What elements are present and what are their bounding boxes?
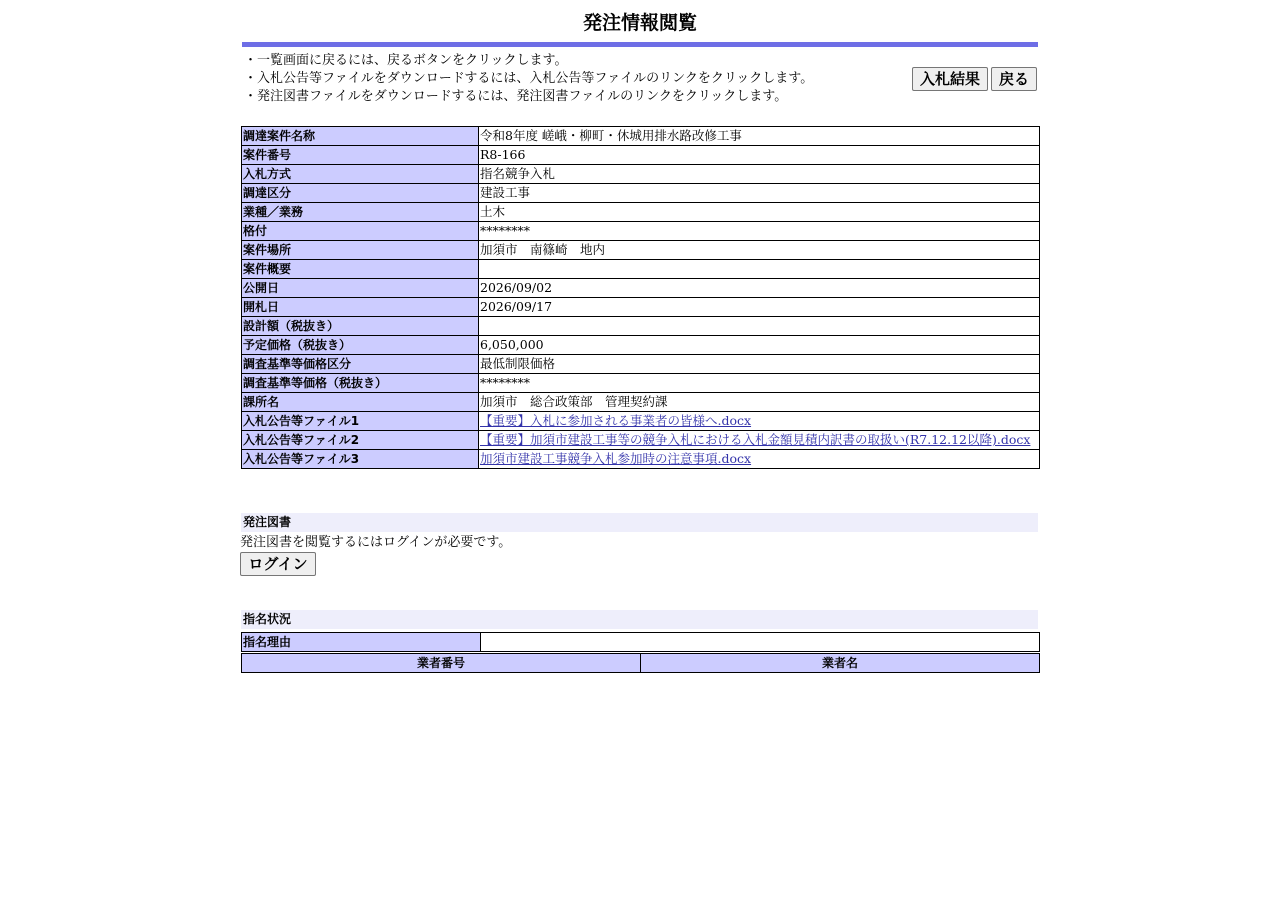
bid-results-button[interactable]: 入札結果	[912, 67, 988, 91]
detail-label: 案件概要	[242, 260, 479, 279]
detail-value: 建設工事	[479, 184, 1040, 203]
nomination-section-heading: 指名状況	[241, 610, 1038, 629]
table-row	[242, 633, 1040, 652]
table-row	[242, 317, 1040, 336]
table-row	[242, 260, 1040, 279]
detail-label: 入札方式	[242, 165, 479, 184]
instructions	[244, 52, 813, 106]
table-row	[242, 393, 1040, 412]
instruction-line: ・一覧画面に戻るには、戻るボタンをクリックします。	[244, 53, 568, 68]
table-row	[242, 165, 1040, 184]
table-row	[242, 412, 1040, 431]
detail-label: 業種／業務	[242, 203, 479, 222]
title-underline-bar	[242, 42, 1038, 47]
table-row	[242, 374, 1040, 393]
table-row	[242, 355, 1040, 374]
detail-value: 土木	[479, 203, 1040, 222]
detail-value: 加須市 総合政策部 管理契約課	[479, 393, 1040, 412]
table-row	[242, 431, 1040, 450]
detail-value: 2026/09/02	[479, 279, 1040, 298]
column-header-vendor-number: 業者番号	[242, 654, 641, 673]
detail-label: 入札公告等ファイル3	[242, 450, 479, 469]
drawings-section-heading: 発注図書	[241, 513, 1038, 532]
detail-label: 入札公告等ファイル2	[242, 431, 479, 450]
table-row	[242, 203, 1040, 222]
detail-file-cell	[479, 431, 1040, 450]
procurement-details-table	[241, 126, 1040, 469]
detail-label: 格付	[242, 222, 479, 241]
detail-label: 設計額（税抜き）	[242, 317, 479, 336]
nomination-reason-table	[241, 632, 1040, 652]
detail-value: 2026/09/17	[479, 298, 1040, 317]
detail-value: 令和8年度 嵯峨・柳町・休城用排水路改修工事	[479, 127, 1040, 146]
page-title: 発注情報閲覧	[582, 12, 697, 34]
instruction-line: ・発注図書ファイルをダウンロードするには、発注図書ファイルのリンクをクリックします。	[244, 89, 788, 104]
table-row	[242, 184, 1040, 203]
table-header-row	[242, 654, 1040, 673]
instruction-line: ・入札公告等ファイルをダウンロードするには、入札公告等ファイルのリンクをクリックします。	[244, 71, 814, 86]
detail-label: 調達案件名称	[242, 127, 479, 146]
announcement-file-link[interactable]: 【重要】加須市建設工事等の競争入札における入札金額見積内訳書の取扱い(R7.12.12以降).docx	[480, 432, 1031, 447]
detail-value: R8-166	[479, 146, 1040, 165]
announcement-file-link[interactable]: 加須市建設工事競争入札参加時の注意事項.docx	[480, 451, 752, 466]
detail-value	[479, 260, 1040, 279]
detail-label: 課所名	[242, 393, 479, 412]
detail-value: 加須市 南篠崎 地内	[479, 241, 1040, 260]
detail-label: 公開日	[242, 279, 479, 298]
table-row	[242, 298, 1040, 317]
detail-value: 最低制限価格	[479, 355, 1040, 374]
detail-label: 予定価格（税抜き）	[242, 336, 479, 355]
detail-value: ********	[479, 374, 1040, 393]
column-header-vendor-name: 業者名	[641, 654, 1040, 673]
nomination-reason-value	[481, 633, 1040, 652]
nomination-reason-label: 指名理由	[242, 633, 481, 652]
table-row	[242, 146, 1040, 165]
table-row	[242, 241, 1040, 260]
announcement-file-link[interactable]: 【重要】入札に参加される事業者の皆様へ.docx	[480, 413, 752, 428]
detail-label: 案件場所	[242, 241, 479, 260]
detail-label: 調達区分	[242, 184, 479, 203]
table-row	[242, 127, 1040, 146]
table-row	[242, 336, 1040, 355]
detail-value	[479, 317, 1040, 336]
detail-file-cell	[479, 450, 1040, 469]
nominated-vendors-table	[241, 653, 1040, 673]
detail-value: 6,050,000	[479, 336, 1040, 355]
login-button[interactable]: ログイン	[240, 552, 316, 576]
back-button[interactable]: 戻る	[991, 67, 1037, 91]
detail-label: 入札公告等ファイル1	[242, 412, 479, 431]
table-row	[242, 279, 1040, 298]
table-row	[242, 222, 1040, 241]
detail-label: 調査基準等価格区分	[242, 355, 479, 374]
detail-label: 案件番号	[242, 146, 479, 165]
detail-label: 調査基準等価格（税抜き）	[242, 374, 479, 393]
detail-file-cell	[479, 412, 1040, 431]
login-required-note: 発注図書を閲覧するにはログインが必要です。	[240, 535, 512, 550]
detail-label: 開札日	[242, 298, 479, 317]
detail-value: ********	[479, 222, 1040, 241]
detail-value: 指名競争入札	[479, 165, 1040, 184]
table-row	[242, 450, 1040, 469]
